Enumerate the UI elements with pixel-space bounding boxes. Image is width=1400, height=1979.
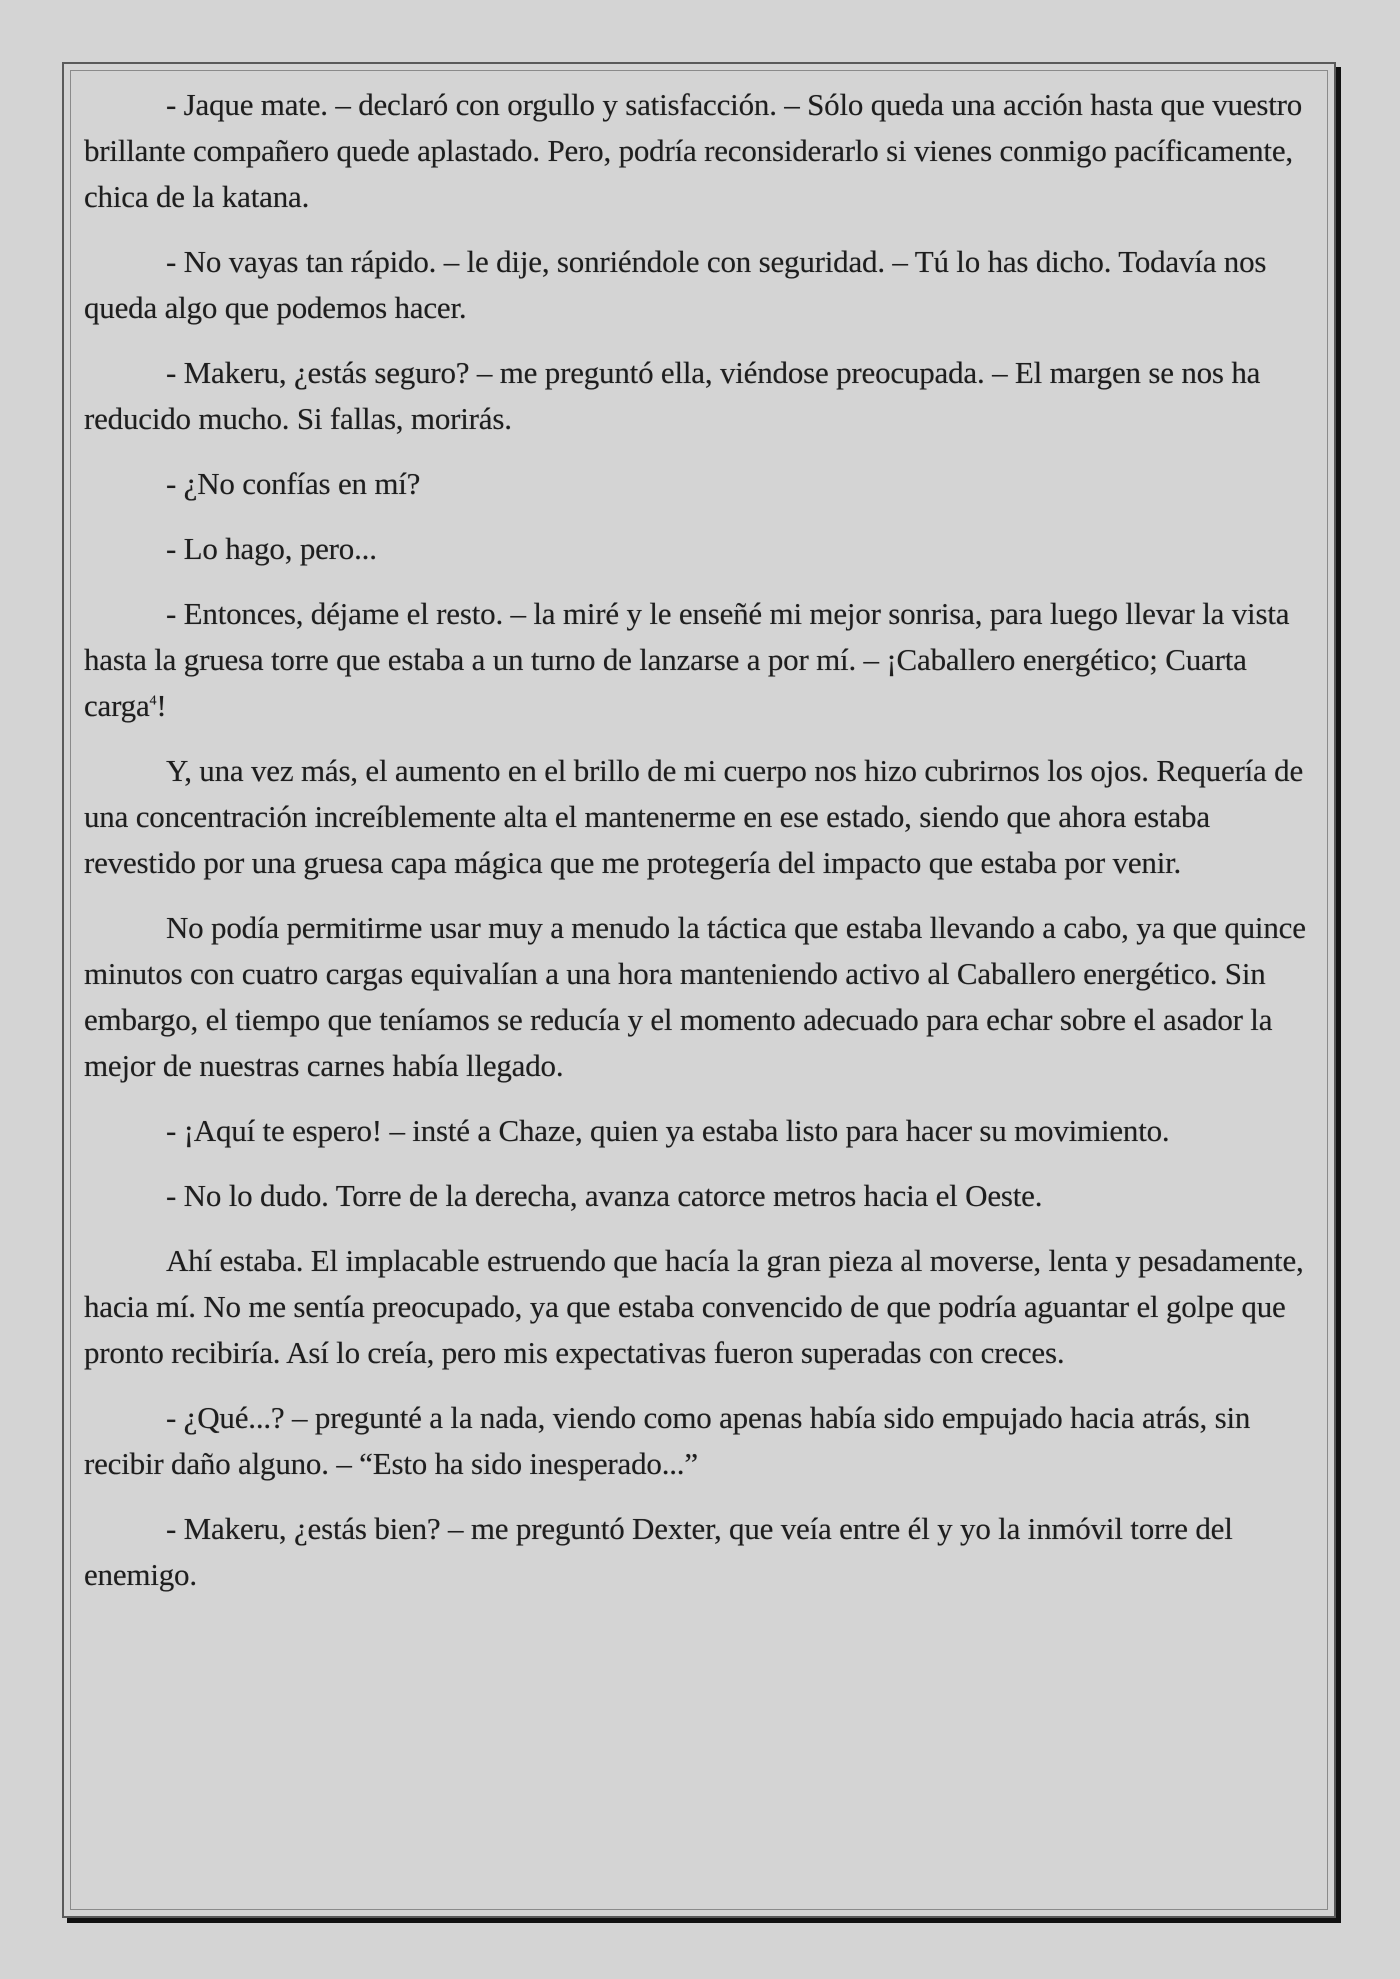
paragraph: No podía permitirme usar muy a menudo la táctica que estaba llevando a cabo, ya que quince minutos con cuatro cargas equivalían a una hora manteniendo activo al Caballero energético. Sin embargo, el tiempo que teníamos se reducía y el momento adecuado para echar sobre el asador la mejor de nuestras carnes había llegado. — [84, 910, 1306, 1083]
paragraph: - Makeru, ¿estás bien? – me preguntó Dexter, que veía entre él y yo la inmóvil torre del enemigo. — [84, 1511, 1233, 1592]
paragraph: - Makeru, ¿estás seguro? – me preguntó ella, viéndose preocupada. – El margen se nos ha reducido mucho. Si fallas, morirás. — [84, 355, 1261, 436]
document-body — [84, 82, 1316, 1617]
paragraph: - ¿Qué...? – pregunté a la nada, viendo como apenas había sido empujado hacia atrás, sin recibir daño alguno. – “Esto ha sido inesperado...” — [84, 1400, 1251, 1481]
paragraph: - No lo dudo. Torre de la derecha, avanza catorce metros hacia el Oeste. — [166, 1178, 1043, 1213]
paragraph — [84, 591, 1316, 729]
paragraph-text: - Entonces, déjame el resto. – la miré y le enseñé mi mejor sonrisa, para luego llevar la vista hasta la gruesa torre que estaba a un turno de lanzarse a por mí. – ¡Caballero energético; Cuarta carga — [84, 596, 1290, 723]
paragraph: - Lo hago, pero... — [166, 531, 377, 566]
paragraph: - ¡Aquí te espero! – insté a Chaze, quien ya estaba listo para hacer su movimiento. — [166, 1113, 1170, 1148]
paragraph: Ahí estaba. El implacable estruendo que hacía la gran pieza al moverse, lenta y pesadamente, hacia mí. No me sentía preocupado, ya que estaba convencido de que podría aguantar el golpe que pronto recibiría. Así lo creía, pero mis expectativas fueron superadas con creces. — [84, 1243, 1304, 1370]
paragraph: - Jaque mate. – declaró con orgullo y satisfacción. – Sólo queda una acción hasta que vuestro brillante compañero quede aplastado. Pero, podría reconsiderarlo si vienes conmigo pacíficamente, chica de la katana. — [84, 87, 1303, 214]
paragraph: - ¿No confías en mí? — [166, 466, 421, 501]
paragraph: Y, una vez más, el aumento en el brillo de mi cuerpo nos hizo cubrirnos los ojos. Requería de una concentración increíblemente alta el mantenerme en ese estado, siendo que ahora estaba revestido por una gruesa capa mágica que me protegería del impacto que estaba por venir. — [84, 753, 1304, 880]
paragraph-text-end: ! — [156, 688, 167, 723]
paragraph: - No vayas tan rápido. – le dije, sonriéndole con seguridad. – Tú lo has dicho. Todavía nos queda algo que podemos hacer. — [84, 244, 1267, 325]
footnote-marker: 4 — [149, 693, 157, 709]
